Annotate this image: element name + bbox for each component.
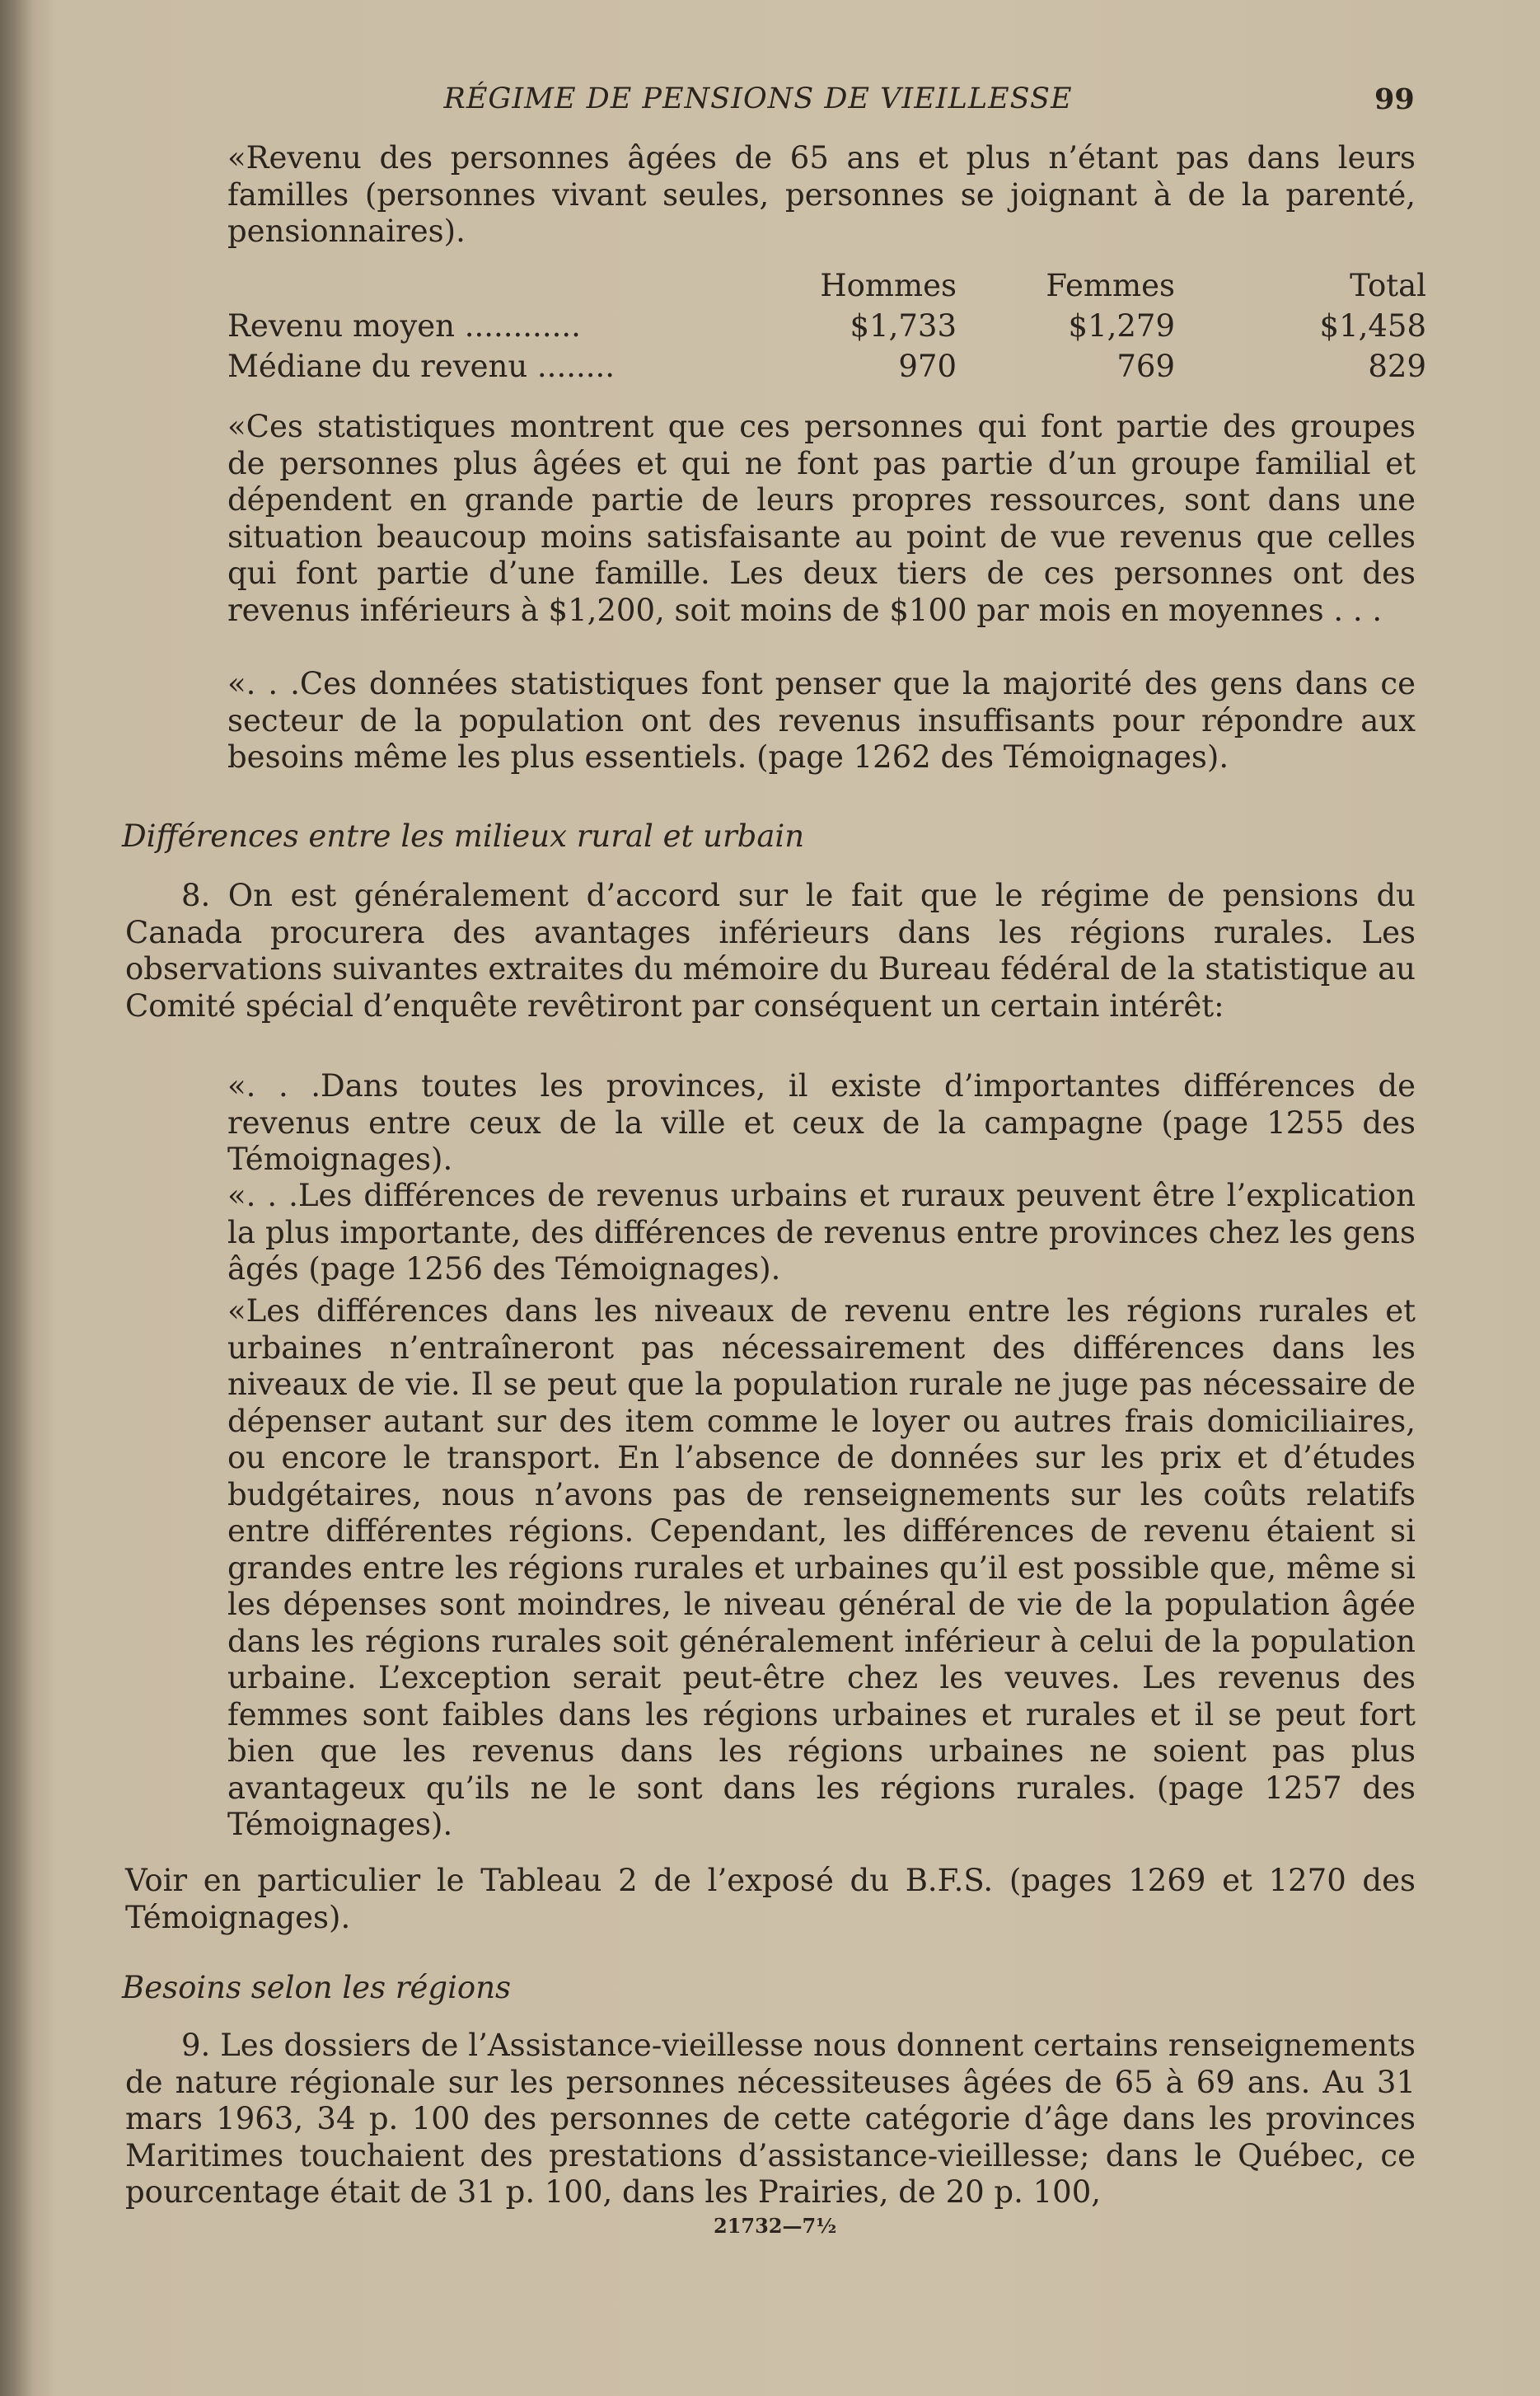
paragraph-9: 9. Les dossiers de l’Assistance-vieillesse nous donnent certains renseignements de nature régionale sur les personnes nécessiteuses âgées de 65 à 69 ans. Au 31 mars 1963, 34 p. 100 des personnes de cette catégorie d’âge dans les provinces Maritimes touchaient des prestations d’assistance-vieillesse; dans le Québec, ce pourcentage était de 31 p. 100, dans les Prairies, de 20 p. 100, — [125, 2028, 1416, 2210]
income-table-header — [227, 265, 1426, 306]
cell-median-women: 769 — [1116, 349, 1175, 384]
running-head: RÉGIME DE PENSIONS DE VIEILLESSE — [443, 82, 1073, 115]
cell-average-total: $1,458 — [1319, 308, 1426, 344]
income-table — [227, 265, 1426, 387]
row-label-average-income: Revenu moyen ............ — [227, 308, 581, 344]
column-header-men: Hommes — [820, 268, 957, 303]
page-number: 99 — [1374, 82, 1415, 116]
section-heading-rural-urban: Différences entre les milieux rural et urbain — [122, 818, 805, 854]
quote-provinces: «. . .Dans toutes les provinces, il existe d’importantes différences de revenus entre ceux de la ville et ceux de la campagne (page 1255 des Témoignages). — [227, 1068, 1416, 1177]
column-header-women: Femmes — [1046, 268, 1175, 303]
note-table-2: Voir en particulier le Tableau 2 de l’exposé du B.F.S. (pages 1269 et 1270 des Témoignages). — [125, 1863, 1416, 1935]
table-row — [227, 306, 1426, 346]
intro-quote: «Revenu des personnes âgées de 65 ans et plus n’étant pas dans leurs familles (personnes vivant seules, personnes se joignant à de la parenté, pensionnaires). — [227, 140, 1416, 249]
cell-median-total: 829 — [1368, 349, 1426, 384]
quote-urban-rural: «. . .Les différences de revenus urbains et ruraux peuvent être l’explication la plus importante, des différences de revenus entre provinces chez les gens âgés (page 1256 des Témoignages). — [227, 1178, 1416, 1287]
cell-median-men: 970 — [898, 349, 957, 384]
column-header-total: Total — [1350, 268, 1426, 303]
paragraph-8: 8. On est généralement d’accord sur le fait que le régime de pensions du Canada procurera des avantages inférieurs dans les régions rurales. Les observations suivantes extraites du mémoire du Bureau fédéral de la statistique au Comité spécial d’enquête revêtiront par conséquent un certain intérêt: — [125, 878, 1416, 1024]
quote-living-levels: «Les différences dans les niveaux de revenu entre les régions rurales et urbaines n’entraîneront pas nécessairement des différences dans les niveaux de vie. Il se peut que la population rurale ne juge pas nécessaire de dépenser autant sur des item comme le loyer ou autres frais domiciliaires, ou encore le transport. En l’absence de données sur les prix et d’études budgétaires, nous n’avons pas de renseignements sur les coûts relatifs entre différentes régions. Cependant, les différences de revenu étaient si grandes entre les régions rurales et urbaines qu’il est possible que, même si les dépenses sont moindres, le niveau général de vie de la population âgée dans les régions rurales soit généralement inférieur à celui de la population urbaine. L’exception serait peut-être chez les veuves. Les revenus des femmes sont faibles dans les régions urbaines et rurales et il se peut fort bien que les revenus dans les régions urbaines ne soient pas plus avantageux qu’ils ne le sont dans les régions rurales. (page 1257 des Témoignages). — [227, 1293, 1416, 1842]
footer-code: 21732—7½ — [714, 2214, 837, 2238]
cell-average-women: $1,279 — [1068, 308, 1175, 344]
section-heading-regional-needs: Besoins selon les régions — [122, 1970, 512, 2005]
quote-paragraph-majority: «. . .Ces données statistiques font penser que la majorité des gens dans ce secteur de la population ont des revenus insuffisants pour répondre aux besoins même les plus essentiels. (page 1262 des Témoignages). — [227, 666, 1416, 775]
quote-paragraph-statistics: «Ces statistiques montrent que ces personnes qui font partie des groupes de personnes plus âgées et qui ne font pas partie d’un groupe familial et dépendent en grande partie de leurs propres ressources, sont dans une situation beaucoup moins satisfaisante au point de vue revenus que celles qui font partie d’une famille. Les deux tiers de ces personnes ont des revenus inférieurs à $1,200, soit moins de $100 par mois en moyennes . . . — [227, 409, 1416, 628]
row-label-median-income: Médiane du revenu ........ — [227, 349, 616, 384]
cell-average-men: $1,733 — [850, 308, 957, 344]
table-row — [227, 346, 1426, 387]
